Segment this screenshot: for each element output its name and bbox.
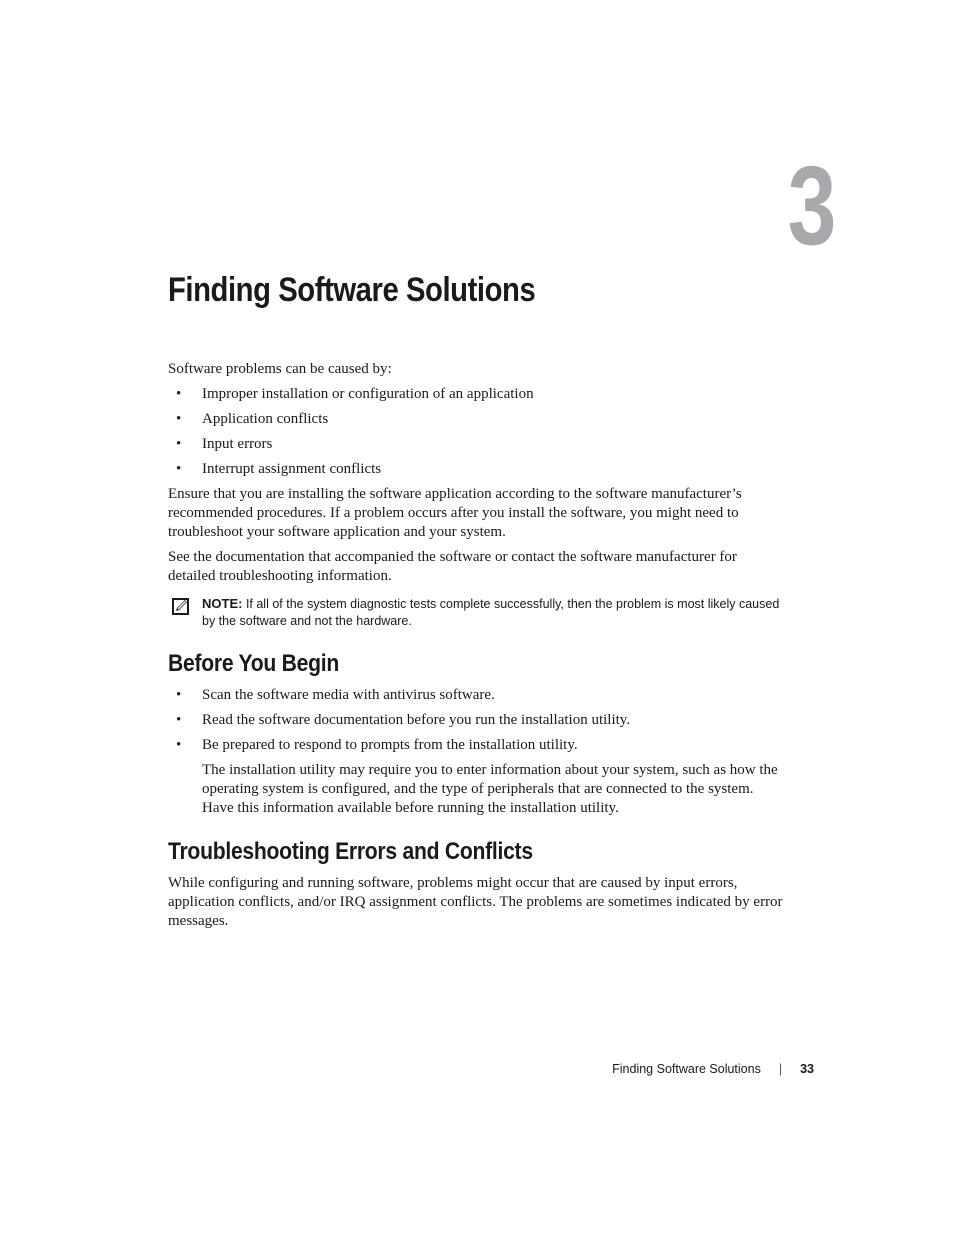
page-number: 33 — [800, 1062, 814, 1076]
list-item: • Application conflicts — [176, 411, 329, 427]
list-item: • Scan the software media with antivirus software. — [176, 687, 495, 703]
note-label: NOTE: — [202, 596, 243, 611]
bullet: • — [176, 436, 182, 452]
footer-section-title: Finding Software Solutions — [612, 1062, 761, 1076]
page-footer — [612, 1062, 814, 1076]
chapter-body — [168, 360, 788, 937]
bullet: • — [176, 712, 182, 728]
list-item: • Input errors — [176, 436, 273, 452]
note-text — [202, 595, 788, 630]
intro-lead: Software problems can be caused by: — [168, 361, 392, 377]
chapter-number: 3 — [787, 143, 836, 268]
troubleshooting-paragraph: While configuring and running software, problems might occur that are caused by input errors, application conflicts, and/or IRQ assignment conflicts. The problems are sometimes indicated by error messages. — [168, 875, 783, 929]
note-box — [168, 595, 788, 630]
section-heading-before-you-begin: Before You Begin — [168, 650, 340, 677]
bullet: • — [176, 461, 182, 477]
before-you-begin-subparagraph: The installation utility may require you to enter information about your system, such as how the operating system is configured, and the type of peripherals that are connected to the system. Have this information available before running the installation utility. — [202, 762, 778, 816]
bullet: • — [176, 386, 182, 402]
section-heading-troubleshooting: Troubleshooting Errors and Conflicts — [168, 838, 533, 865]
list-item: • Improper installation or configuration of an application — [176, 386, 534, 402]
intro-paragraph-2: See the documentation that accompanied the software or contact the software manufacturer for detailed troubleshooting information. — [168, 549, 737, 584]
list-item: • Be prepared to respond to prompts from the installation utility. — [176, 737, 578, 753]
bullet: • — [176, 411, 182, 427]
chapter-title: Finding Software Solutions — [168, 271, 536, 309]
intro-paragraph-1: Ensure that you are installing the software application according to the software manufacturer’s recommended procedures. If a problem occurs after you install the software, you might need to troubleshoot your software application and your system. — [168, 486, 742, 540]
causes-list — [168, 385, 788, 479]
note-pencil-icon — [171, 596, 191, 616]
list-item: • Read the software documentation before you run the installation utility. — [176, 712, 631, 728]
before-you-begin-list — [168, 686, 788, 755]
bullet: • — [176, 687, 182, 703]
list-item: • Interrupt assignment conflicts — [176, 461, 382, 477]
footer-separator: | — [778, 1062, 783, 1076]
note-body: If all of the system diagnostic tests complete successfully, then the problem is most likely caused by the software and not the hardware. — [202, 597, 780, 628]
bullet: • — [176, 737, 182, 753]
